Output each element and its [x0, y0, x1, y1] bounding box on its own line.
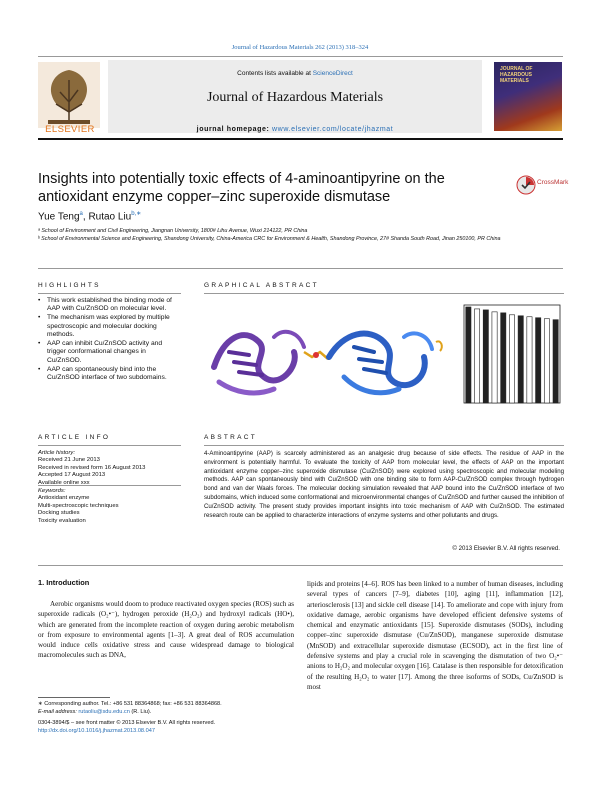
protein-structure-image [204, 297, 449, 417]
abstract-text: 4-Aminoantipyrine (AAP) is scarcely administered as an analgesic drug because of side effects. The residue of AAP in the environment is potentially harmful. To evaluate the toxicity of AAP from molecular level, the effects of AAP on the important antioxidant enzyme copper–zinc superoxide dismutase (Cu/ZnSOD) were explored using spectroscopic and molecular modeling methods. AAP can spontaneously bind with Cu/ZnSOD with one binding site to form AAP-Cu/ZnSOD complex through hydrogen bond and van der Waals forces. The molecular docking simulation revealed that AAP bound into the Cu/ZnSOD interface of two subdomains, which induced some conformational and microenvironmental changes of Cu/ZnSOD and further caused the inhibition of Cu/ZnSOD activity. The present study provides important insights into toxic mechanism of AAP with Cu/ZnSOD. The estimated research route can be applied to characterize interactions of enzyme systems and other pollutants and drugs. [204, 450, 564, 519]
body-rule [38, 565, 563, 566]
intro-column-left: Aerobic organisms would doom to produce reactivated oxygen species (ROS) such as superoxide radicals (O₂•⁻), hydrogen peroxide (H₂O₂) and hydroxyl radicals (HO•), which are generated from the incomplete reaction of oxygen during aerobic metabolism or from exposure to environmental agents [1–3]. A great deal of ROS accumulation would induce cells oxidative stress and cause widespread damage to biological macromolecules such as DNA, [38, 600, 294, 660]
activity-bar-chart [452, 297, 564, 417]
affiliations [38, 227, 563, 243]
issn-line: 0304-3894/$ – see front matter © 2013 Elsevier B.V. All rights reserved. [38, 720, 216, 726]
keyword: Antioxidant enzyme [38, 495, 90, 502]
graphical-abstract-heading: GRAPHICAL ABSTRACT [204, 282, 319, 289]
sciencedirect-link[interactable]: ScienceDirect [312, 70, 353, 77]
email-note: E-mail address: rutaoliu@sdu.edu.cn (R. Liu). [38, 709, 152, 715]
highlight-item: • The mechanism was explored by multiple spectroscopic and molecular docking methods. [38, 314, 181, 339]
chart-bar [527, 317, 532, 403]
chart-bar [483, 310, 488, 403]
doi-link[interactable]: http://dx.doi.org/10.1016/j.jhazmat.2013.08.047 [38, 728, 155, 734]
highlights-list [38, 297, 181, 383]
elsevier-wordmark: ELSEVIER [45, 124, 95, 135]
article-history: Article history: Received 21 June 2013 Received in revised form 16 August 2013 Accepted 17 August 2013 Available online xxx [38, 450, 146, 486]
chart-bar [544, 319, 549, 403]
highlights-rule [38, 293, 181, 294]
highlight-item: • AAP can spontaneously bind into the Cu/ZnSOD interface of two subdomains. [38, 366, 181, 383]
footnotes [38, 700, 294, 716]
keywords-block: Keywords: Antioxidant enzyme Multi-spectroscopic techniques Docking studies Toxicity evaluation [38, 488, 181, 525]
highlight-item: • This work established the binding mode of AAP with Cu/ZnSOD on molecular level. [38, 297, 181, 314]
page-footer [38, 719, 294, 735]
author-list: Yue Teng$^a$, Rutao Liu$^{b,∗}$ [38, 211, 142, 223]
chart-bar [536, 318, 541, 403]
chart-bar [474, 309, 479, 403]
keyword: Docking studies [38, 510, 80, 517]
corresponding-author-note: ∗ Corresponding author. Tel.: +86 531 88364868; fax: +86 531 88364868. [38, 701, 222, 707]
copyright-line: © 2013 Elsevier B.V. All rights reserved. [452, 545, 560, 552]
chart-bar [509, 315, 514, 403]
chart-bar [492, 312, 497, 403]
running-head[interactable]: Journal of Hazardous Materials 262 (2013) 318–324 [231, 44, 369, 51]
article-info-heading: ARTICLE INFO [38, 434, 111, 441]
chart-bar [501, 313, 506, 403]
email-link[interactable]: rutaoliu@sdu.edu.cn [78, 709, 130, 715]
highlight-item: • AAP can inhibit Cu/ZnSOD activity and trigger conformational changes in Cu/ZnSOD. [38, 340, 181, 365]
contents-available: Contents lists available at ScienceDirect [237, 70, 353, 77]
crossmark-label[interactable]: CrossMark [537, 179, 569, 186]
section-rule [38, 268, 563, 269]
footnote-rule [38, 697, 110, 698]
elsevier-tree-logo [38, 62, 100, 128]
keyword: Toxicity evaluation [38, 517, 86, 524]
affiliation-b: ᵇ School of Environmental Science and Engineering, Shandong University, China-America CRC for Environment & Health, Shandong Province, 27# Shanda South Road, Jinan 250100, PR China [38, 236, 501, 242]
keyword: Multi-spectroscopic techniques [38, 502, 119, 509]
article-title: Insights into potentially toxic effects of 4-aminoantipyrine on the antioxidant enzyme copper–zinc superoxide dismutase [38, 171, 445, 205]
graphical-abstract-rule [204, 293, 564, 294]
journal-homepage: journal homepage: www.elsevier.com/locate/jhazmat [196, 126, 394, 133]
author-name[interactable]: Rutao Liu [88, 211, 132, 223]
chart-bar [466, 307, 471, 403]
affiliation-a: ᵃ School of Environment and Civil Engineering, Jiangnan University, 1800# Lihu Avenue, Wuxi 214122, PR China [38, 228, 308, 234]
author-affil-marker[interactable]: b,∗ [131, 211, 142, 217]
header-rule [38, 138, 563, 140]
author-affil-marker[interactable]: a [79, 211, 83, 217]
author-name[interactable]: Yue Teng [38, 211, 80, 223]
top-rule [38, 56, 563, 57]
chart-bar [518, 316, 523, 403]
intro-column-right: lipids and proteins [4–6]. ROS has been linked to a number of human diseases, including several types of cancers [7–9], diabetes [10], aging [11], inflammation [12], arteriosclerosis [13] and sickle cell disease [14]. To ameliorate and cope with injury from oxidative damage, aerobic organisms have developed efficient defensive systems of chemical and enzymatic antioxidants [15]. Superoxide dismutases (SODs), including copper–zinc superoxide dismutase (Cu/ZnSOD), manganese superoxide dismutase (MnSOD) and extracellular superoxide dismutase (ECSOD), act in the first line of defensive systems and play a crucial role in scavenging the dismutation of two O₂•⁻ anions to H₂O₂ and molecular oxygen [16]. Catalase is then responsible for detoxification of the resulting H₂O₂ to water [17]. Among the three isoforms of SODs, Cu/ZnSOD is most [307, 580, 563, 691]
introduction-heading: 1. Introduction [38, 578, 90, 587]
article-info-rule [38, 445, 181, 446]
keywords-rule [38, 485, 181, 486]
homepage-link[interactable]: www.elsevier.com/locate/jhazmat [272, 126, 394, 133]
crossmark-icon[interactable] [516, 175, 536, 195]
cover-title: JOURNAL OF HAZARDOUS MATERIALS [500, 66, 533, 84]
journal-title: Journal of Hazardous Materials [206, 90, 384, 105]
abstract-heading: ABSTRACT [204, 434, 258, 441]
highlights-heading: HIGHLIGHTS [38, 282, 101, 289]
chart-bar [553, 320, 558, 403]
abstract-rule [204, 445, 564, 446]
